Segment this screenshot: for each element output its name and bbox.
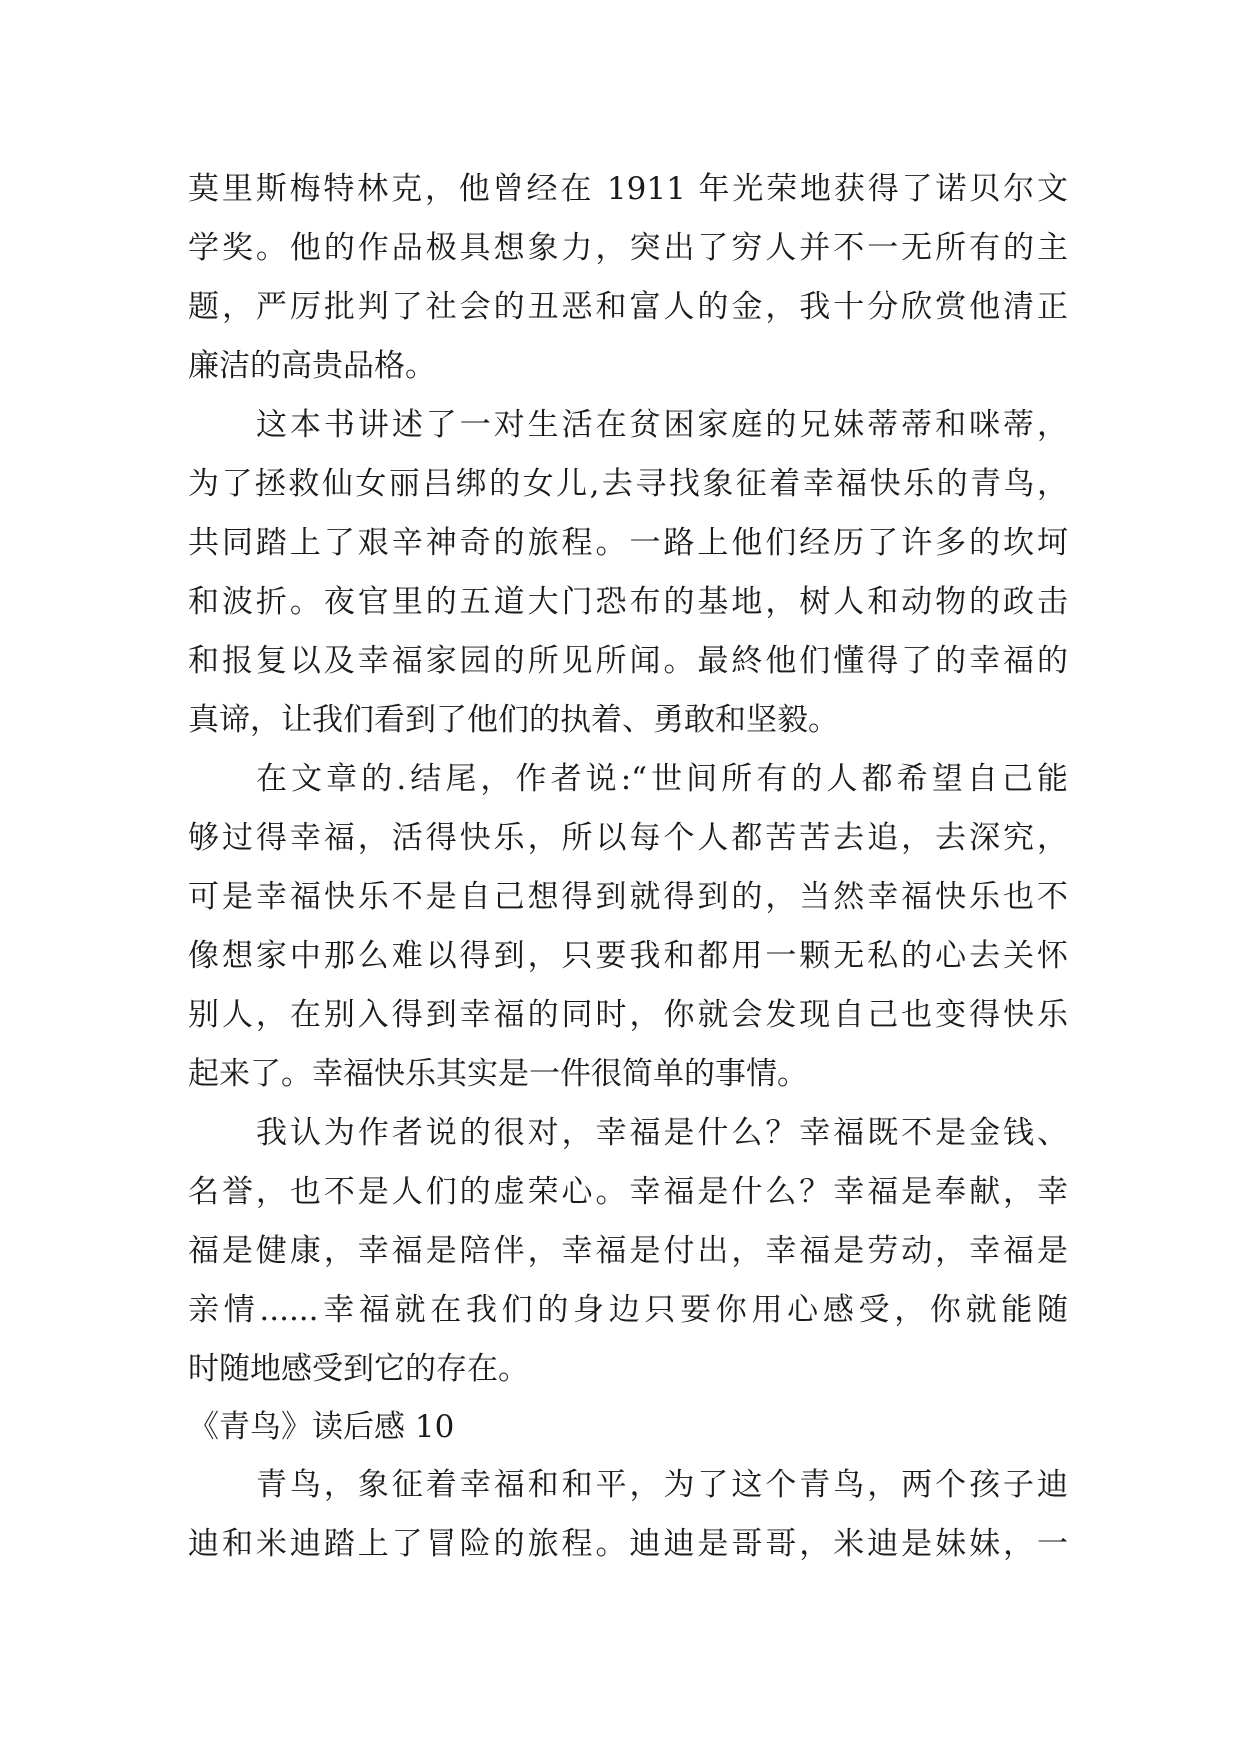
text-line: 为了拯救仙女丽吕绑的女儿,去寻找象征着幸福快乐的青鸟，	[188, 466, 1068, 502]
text-line: 和波折。夜官里的五道大门恐布的基地，树人和动物的政击	[188, 584, 1068, 620]
text-line: 像想家中那么难以得到，只要我和都用一颗无私的心去关怀	[188, 938, 1068, 974]
text-line: 真谛，让我们看到了他们的执着、勇敢和坚毅。	[188, 702, 839, 738]
paragraph-first-line: 青鸟，象征着幸福和和平，为了这个青鸟，两个孩子迪	[256, 1467, 1068, 1503]
text-line: 迪和米迪踏上了冒险的旅程。迪迪是哥哥，米迪是妹妹，一	[188, 1526, 1068, 1562]
text-line: 时随地感受到它的存在。	[188, 1351, 529, 1387]
text-line: 莫里斯梅特林克，他曾经在 1911 年光荣地获得了诺贝尔文	[188, 171, 1068, 207]
paragraph-first-line: 我认为作者说的很对，幸福是什么？幸福既不是金钱、	[256, 1115, 1068, 1151]
text-line: 福是健康，幸福是陪伴，幸福是付出，幸福是劳动，幸福是	[188, 1233, 1068, 1269]
section-heading: 《青鸟》读后感 10	[188, 1409, 455, 1445]
text-line: 可是幸福快乐不是自己想得到就得到的，当然幸福快乐也不	[188, 879, 1068, 915]
text-line: 名誉，也不是人们的虚荣心。幸福是什么？幸福是奉献，幸	[188, 1174, 1068, 1210]
paragraph-first-line: 在文章的.结尾，作者说:“世间所有的人都希望自己能	[256, 761, 1068, 797]
text-line: 共同踏上了艰辛神奇的旅程。一路上他们经历了许多的坎坷	[188, 525, 1068, 561]
text-line: 学奖。他的作品极具想象力，突出了穷人并不一无所有的主	[188, 230, 1068, 266]
text-line: 题，严厉批判了社会的丑恶和富人的金，我十分欣赏他清正	[188, 289, 1068, 325]
text-line: 廉洁的高贵品格。	[188, 348, 436, 384]
text-line: 和报复以及幸福家园的所见所闻。最終他们懂得了的幸福的	[188, 643, 1068, 679]
text-line: 起来了。幸福快乐其实是一件很简单的事情。	[188, 1056, 808, 1092]
text-line: 够过得幸福，活得快乐，所以每个人都苦苦去追，去深究，	[188, 820, 1068, 856]
text-line: 亲情......幸福就在我们的身边只要你用心感受，你就能随	[188, 1292, 1068, 1328]
text-line: 别人，在别入得到幸福的同时，你就会发现自己也变得快乐	[188, 997, 1068, 1033]
paragraph-first-line: 这本书讲述了一对生活在贫困家庭的兄妹蒂蒂和咪蒂，	[256, 407, 1068, 443]
